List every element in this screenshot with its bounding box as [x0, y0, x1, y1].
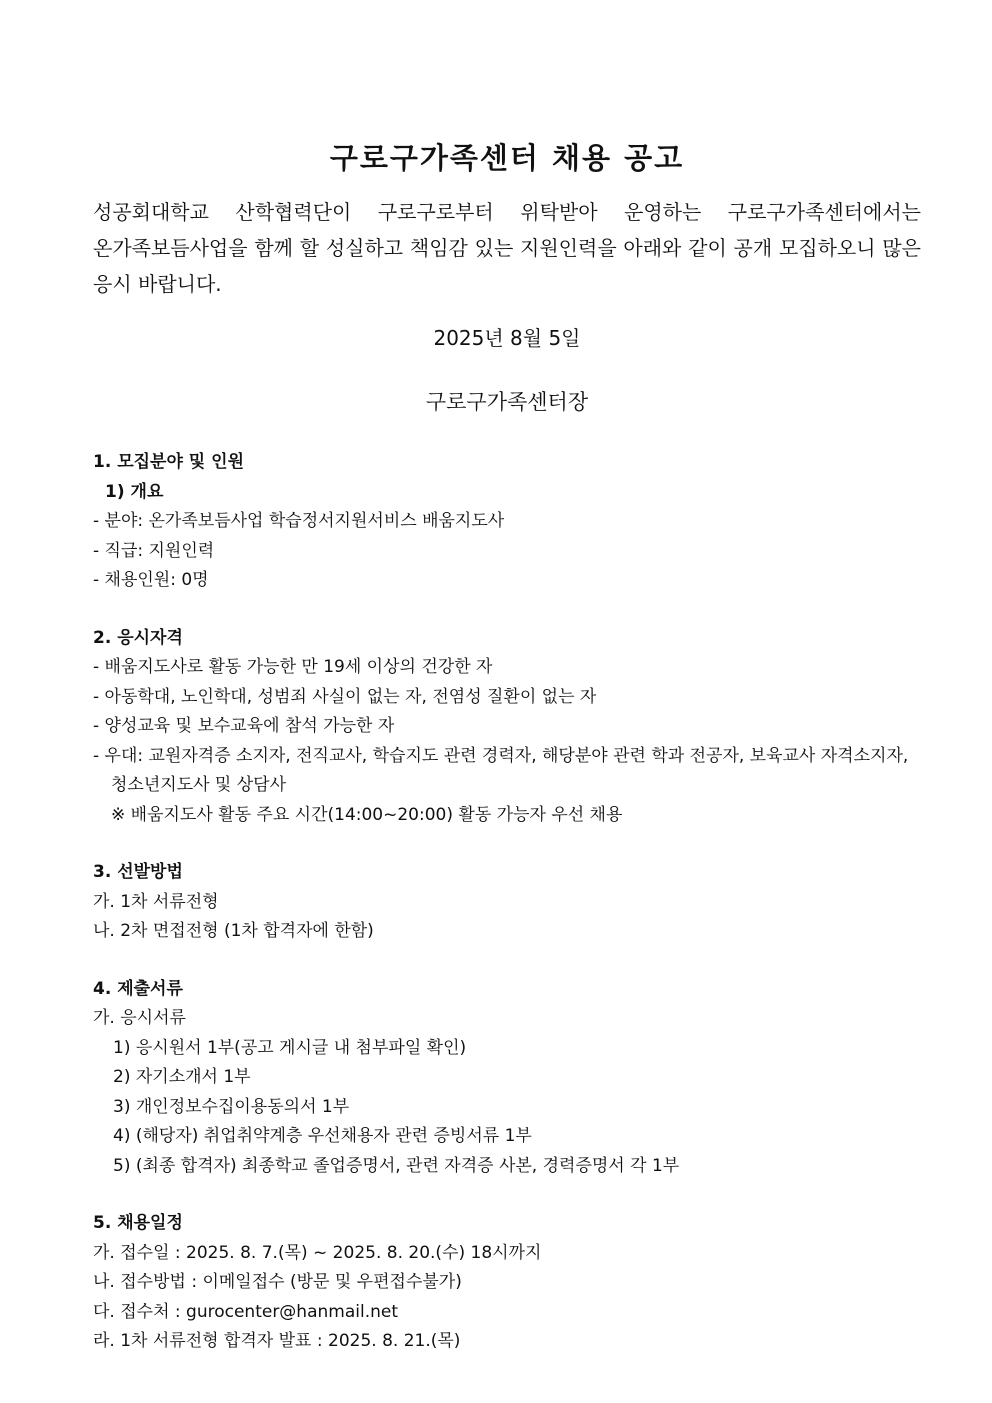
list-group-title: 가. 응시서류	[93, 1008, 186, 1028]
list-item: - 채용인원: 0명	[93, 570, 209, 590]
list-item: 1) 응시원서 1부(공고 게시글 내 첨부파일 확인)	[113, 1037, 467, 1058]
list-item: 가. 1차 서류전형	[93, 891, 219, 912]
list-item: - 우대: 교원자격증 소지자, 전직교사, 학습지도 관련 경력자, 해당분야 관련 학과 전공자, 보육교사 자격소지자, 청소년지도사 및 상담사	[93, 745, 909, 795]
section-title: 1. 모집분야 및 인원	[93, 452, 244, 472]
section-documents	[93, 975, 921, 1182]
list-item: 3) 개인정보수집이용동의서 1부	[113, 1096, 350, 1117]
section-title: 2. 응시자격	[93, 627, 183, 648]
page-title: 구로구가족센터 채용 공고	[329, 141, 685, 175]
intro-paragraph: 성공회대학교 산학협력단이 구로구로부터 위탁받아 운영하는 구로구가족센터에서는 온가족보듬사업을 함께 할 성실하고 책임감 있는 지원인력을 아래와 같이 공개 모집하오니 많은 응시 바랍니다.	[93, 200, 921, 296]
list-item: - 양성교육 및 보수교육에 참석 가능한 자	[93, 716, 395, 736]
section-selection	[93, 858, 921, 947]
list-item: 5) (최종 합격자) 최종학교 졸업증명서, 관련 자격증 사본, 경력증명서 각 1부	[113, 1155, 680, 1176]
signer: 구로구가족센터장	[425, 390, 589, 414]
section-title: 5. 채용일정	[93, 1213, 183, 1233]
contact-email: 다. 접수처 : gurocenter@hanmail.net	[93, 1301, 398, 1322]
section-qualification	[93, 624, 921, 831]
list-item: - 배움지도사로 활동 가능한 만 19세 이상의 건강한 자	[93, 657, 493, 677]
section-schedule	[93, 1209, 921, 1357]
section-title: 4. 제출서류	[93, 978, 183, 999]
section-recruitment	[93, 448, 921, 596]
list-item: 나. 접수방법 : 이메일접수 (방문 및 우편접수불가)	[93, 1272, 462, 1292]
announcement-date: 2025년 8월 5일	[433, 326, 581, 350]
priority-note: ※ 배움지도사 활동 주요 시간(14:00~20:00) 활동 가능자 우선 채용	[111, 804, 623, 825]
section-title: 3. 선발방법	[93, 862, 183, 882]
subsection-title: 1) 개요	[105, 481, 164, 502]
list-item: 4) (해당자) 취업취약계층 우선채용자 관련 증빙서류 1부	[113, 1126, 532, 1146]
list-item: 2) 자기소개서 1부	[113, 1067, 251, 1087]
list-item: - 아동학대, 노인학대, 성범죄 사실이 없는 자, 전염성 질환이 없는 자	[93, 686, 597, 707]
list-item: 가. 접수일 : 2025. 8. 7.(목) ~ 2025. 8. 20.(수) 18시까지	[93, 1242, 542, 1263]
list-item: 라. 1차 서류전형 합격자 발표 : 2025. 8. 21.(목)	[93, 1331, 461, 1351]
list-item: - 분야: 온가족보듬사업 학습정서지원서비스 배움지도사	[93, 511, 505, 531]
document-page	[93, 136, 921, 1357]
list-item: 나. 2차 면접전형 (1차 합격자에 한함)	[93, 921, 374, 941]
list-item: - 직급: 지원인력	[93, 540, 215, 561]
